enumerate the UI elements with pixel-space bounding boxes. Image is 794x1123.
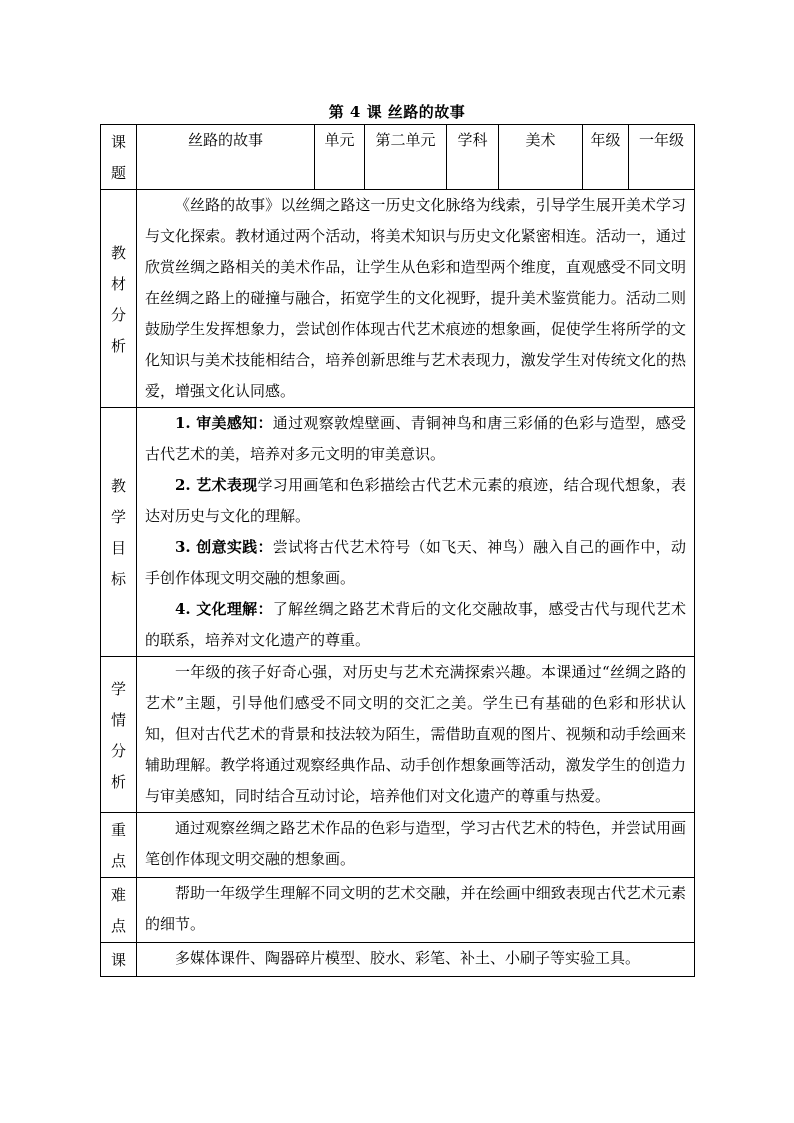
difficulties-row	[101, 878, 695, 943]
material-analysis-label: 教 材 分 析	[101, 190, 137, 408]
objective-item: 4. 文化理解：了解丝绸之路艺术背后的文化交融故事，感受古代与现代艺术的联系，培养对文化遗产的尊重。	[145, 600, 686, 649]
preparation-row	[101, 943, 695, 977]
grade-value: 一年级	[629, 125, 695, 190]
difficulties-text: 帮助一年级学生理解不同文明的艺术交融，并在绘画中细致表现古代艺术元素的细节。	[145, 884, 686, 933]
objective-item: 2. 艺术表现学习用画笔和色彩描绘古代艺术元素的痕迹，结合现代想象，表达对历史与文化的理解。	[145, 476, 686, 525]
learner-analysis-row	[101, 657, 695, 813]
difficulties-content	[137, 878, 695, 943]
key-points-row	[101, 813, 695, 878]
difficulties-label: 难 点	[101, 878, 137, 943]
learner-analysis-text: 一年级的孩子好奇心强，对历史与艺术充满探索兴趣。本课通过“丝绸之路的艺术”主题，引导他们感受不同文明的交汇之美。学生已有基础的色彩和形状认知，但对古代艺术的背景和技法较为陌生，需借助直观的图片、视频和动手绘画来辅助理解。教学将通过观察经典作品、动手创作想象画等活动，激发学生的创造力与审美感知，同时结合互动讨论，培养他们对文化遗产的尊重与热爱。	[145, 663, 686, 805]
grade-label: 年级	[583, 125, 629, 190]
key-points-label: 重 点	[101, 813, 137, 878]
preparation-text: 多媒体课件、陶器碎片模型、胶水、彩笔、补土、小刷子等实验工具。	[175, 949, 641, 967]
material-analysis-text: 《丝路的故事》以丝绸之路这一历史文化脉络为线索，引导学生展开美术学习与文化探索。教材通过两个活动，将美术知识与历史文化紧密相连。活动一，通过欣赏丝绸之路相关的美术作品，让学生从色彩和造型两个维度，直观感受不同文明在丝绸之路上的碰撞与融合，拓宽学生的文化视野，提升美术鉴赏能力。活动二则鼓励学生发挥想象力，尝试创作体现古代艺术痕迹的想象画，促使学生将所学的文化知识与美术技能相结合，培养创新思维与艺术表现力，激发学生对传统文化的热爱，增强文化认同感。	[145, 196, 686, 400]
preparation-content	[137, 943, 695, 977]
topic-label: 课 题	[101, 125, 137, 190]
objective-item: 3. 创意实践：尝试将古代艺术符号（如飞天、神鸟）融入自己的画作中，动手创作体现文明交融的想象画。	[145, 538, 686, 587]
key-points-text: 通过观察丝绸之路艺术作品的色彩与造型，学习古代艺术的特色，并尝试用画笔创作体现文明交融的想象画。	[145, 819, 686, 868]
material-analysis-content	[137, 190, 695, 408]
lesson-plan-table	[100, 124, 695, 977]
objective-item: 1. 审美感知：通过观察敦煌壁画、青铜神鸟和唐三彩俑的色彩与造型，感受古代艺术的美，培养对多元文明的审美意识。	[145, 414, 686, 463]
objectives-content	[137, 408, 695, 657]
learner-analysis-label: 学 情 分 析	[101, 657, 137, 813]
objectives-label: 教 学 目 标	[101, 408, 137, 657]
subject-label: 学科	[447, 125, 499, 190]
unit-value: 第二单元	[365, 125, 447, 190]
preparation-label: 课	[101, 943, 137, 977]
key-points-content	[137, 813, 695, 878]
lesson-title: 第 4 课 丝路的故事	[328, 103, 466, 121]
objectives-row	[101, 408, 695, 657]
material-analysis-row	[101, 190, 695, 408]
learner-analysis-content	[137, 657, 695, 813]
header-row	[101, 125, 695, 190]
topic-value: 丝路的故事	[137, 125, 315, 190]
unit-label: 单元	[315, 125, 365, 190]
subject-value: 美术	[499, 125, 583, 190]
